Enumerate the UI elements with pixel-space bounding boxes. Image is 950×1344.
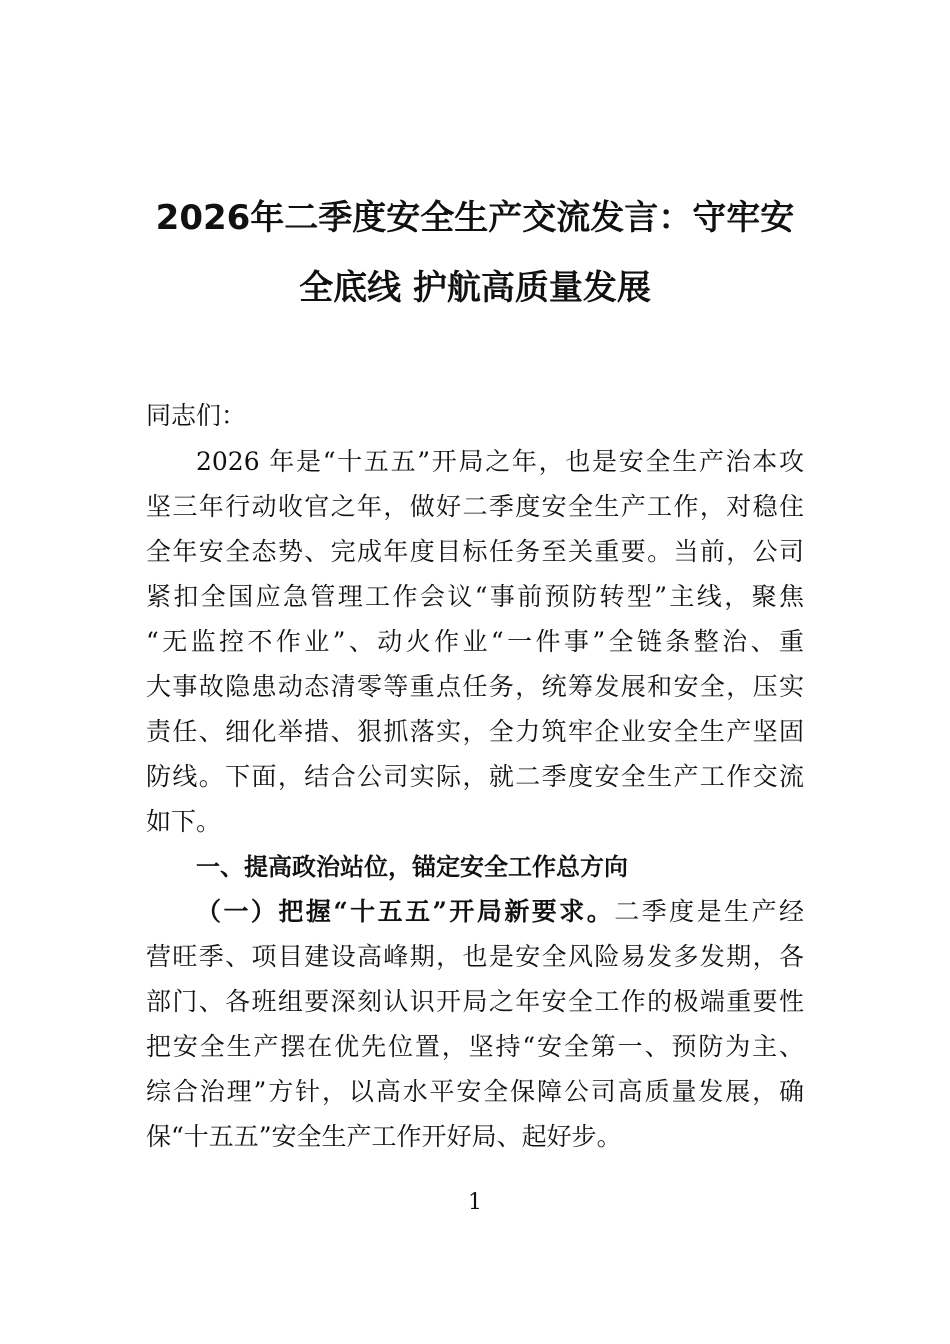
document-title-line-1: 2026年二季度安全生产交流发言：守牢安 (155, 198, 795, 238)
paragraph-1-line: 2026 年是“十五五”开局之年，也是安全生产治本攻 (196, 447, 804, 476)
paragraph-1-line: 责任、细化举措、狠抓落实，全力筑牢企业安全生产坚固 (146, 717, 804, 746)
paragraph-2-line: 部门、各班组要深刻认识开局之年安全工作的极端重要性 (146, 987, 804, 1016)
paragraph-1-line: 紧扣全国应急管理工作会议“事前预防转型”主线，聚焦 (146, 582, 804, 611)
paragraph-2-line: 保“十五五”安全生产工作开好局、起好步。 (146, 1122, 622, 1151)
section-heading-1: 一、提高政治站位，锚定安全工作总方向 (196, 853, 628, 881)
paragraph-1-line: 坚三年行动收官之年，做好二季度安全生产工作，对稳住 (146, 492, 804, 521)
page-number: 1 (468, 1190, 482, 1215)
subsection-1-text: 二季度是生产经 (614, 897, 804, 926)
subsection-1-first-line (196, 895, 804, 929)
paragraph-1-line: “无监控不作业”、动火作业“一件事”全链条整治、重 (146, 627, 804, 656)
document-title-line-2: 全底线 护航高质量发展 (299, 268, 651, 308)
paragraph-2-line: 把安全生产摆在优先位置，坚持“安全第一、预防为主、 (146, 1032, 804, 1061)
subsection-1-title: （一）把握“十五五”开局新要求。 (196, 897, 615, 926)
paragraph-1-line: 全年安全态势、完成年度目标任务至关重要。当前，公司 (146, 537, 804, 566)
paragraph-2-line: 综合治理”方针，以高水平安全保障公司高质量发展，确 (146, 1077, 804, 1106)
paragraph-1-line: 防线。下面，结合公司实际，就二季度安全生产工作交流 (146, 762, 804, 791)
salutation: 同志们： (146, 401, 247, 430)
paragraph-1-line: 如下。 (146, 807, 222, 836)
paragraph-2-line: 营旺季、项目建设高峰期，也是安全风险易发多发期，各 (146, 942, 804, 971)
paragraph-1-line: 大事故隐患动态清零等重点任务，统筹发展和安全，压实 (146, 672, 804, 701)
